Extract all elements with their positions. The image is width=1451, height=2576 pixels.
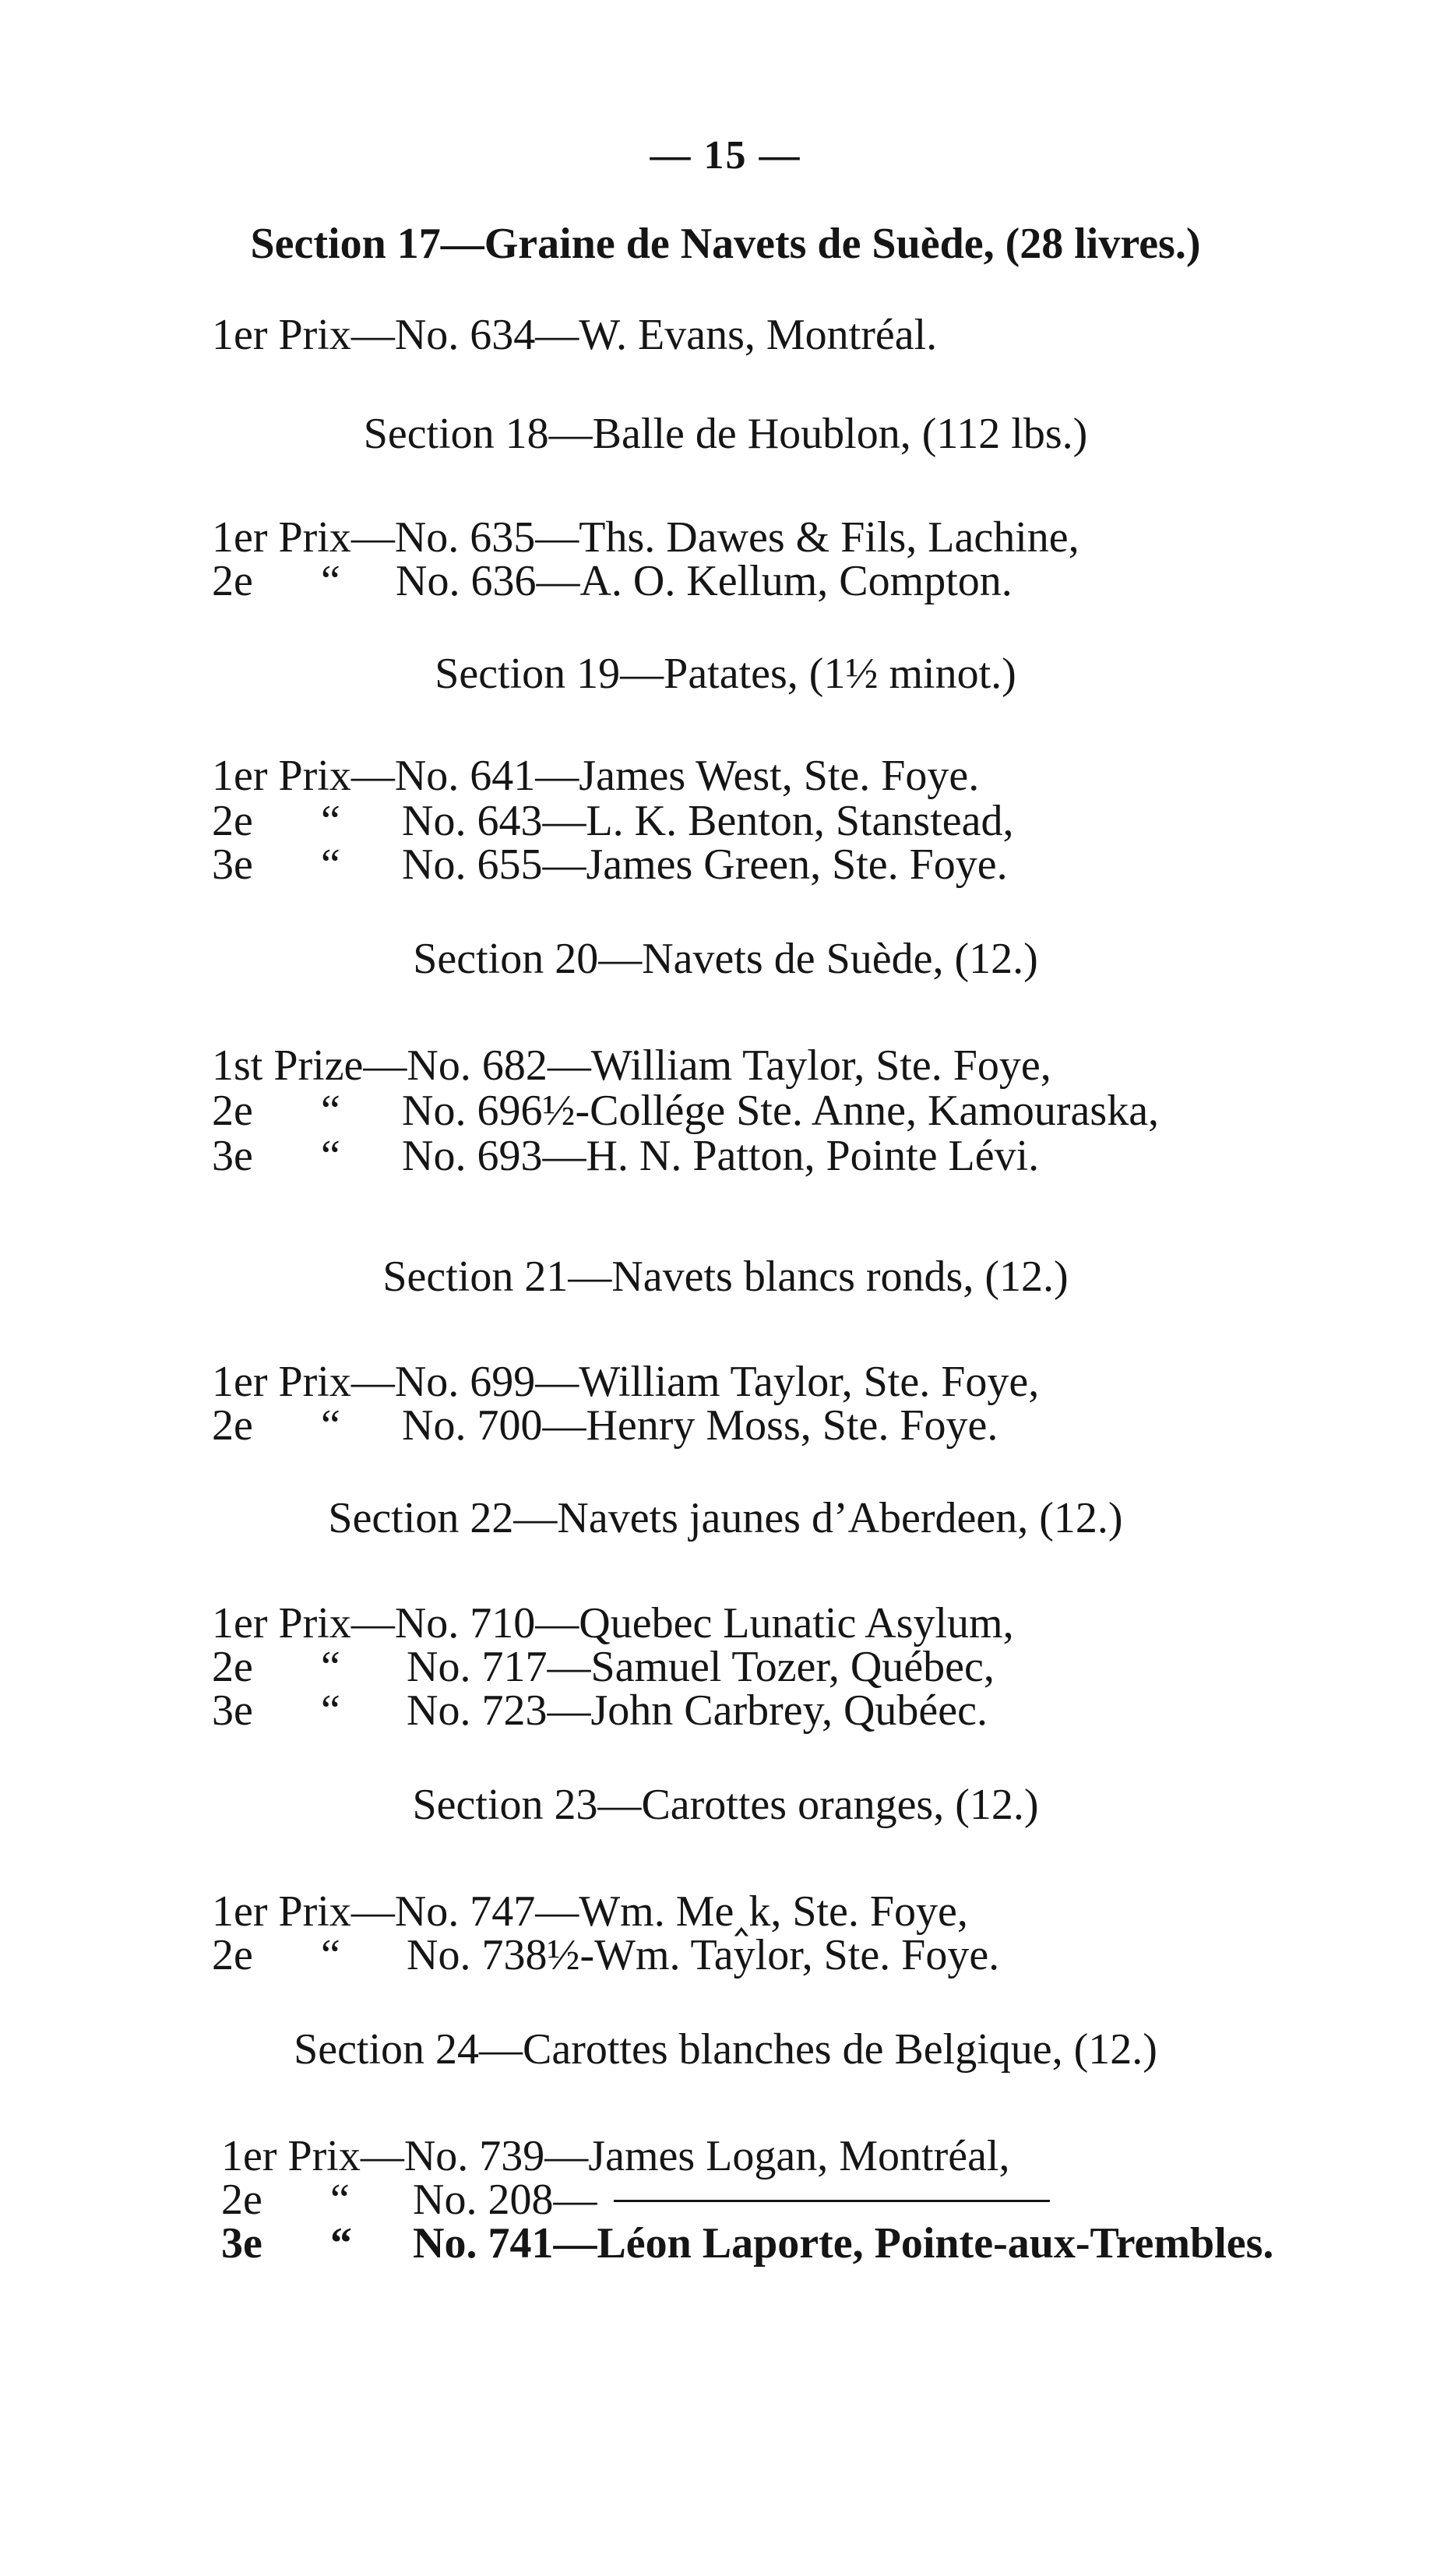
- entry-detail: No. 738½-Wm. Taylor, Ste. Foye.: [407, 1931, 1000, 1979]
- entry-detail: No. 717—Samuel Tozer, Québec,: [407, 1643, 995, 1691]
- entry-detail: No. 700—Henry Moss, Ste. Foye.: [402, 1401, 998, 1450]
- ditto-mark: “: [330, 2219, 352, 2268]
- entry-detail: No. 655—James Green, Ste. Foye.: [402, 840, 1008, 889]
- rank-label: 3e: [212, 840, 253, 889]
- section-24-entry-3: [221, 2217, 1389, 2270]
- entry-text: 1er Prix—No. 641—James West, Ste. Foye.: [212, 752, 980, 800]
- entry-text: 1st Prize—No. 682—William Taylor, Ste. Foye,: [212, 1041, 1051, 1090]
- ditto-mark: “: [330, 2176, 350, 2224]
- section-19-entry-3: [212, 838, 1302, 891]
- entry-detail: No. 643—L. K. Benton, Stanstead,: [402, 797, 1014, 845]
- entry-detail: No. 696½-Collége Ste. Anne, Kamouraska,: [402, 1087, 1160, 1135]
- blank-rule: [614, 2200, 1050, 2202]
- page-number: — 15 —: [650, 133, 801, 178]
- rank-label: 3e: [212, 1686, 253, 1735]
- section-23-title: Section 23—Carottes oranges, (12.): [412, 1781, 1039, 1829]
- ditto-mark: “: [321, 1686, 340, 1735]
- section-17-title: Section 17—Graine de Navets de Suède, (28 livres.): [250, 220, 1201, 268]
- rank-label: 3e: [212, 1132, 253, 1180]
- rank-label: 2e: [212, 1643, 253, 1691]
- rank-label: 3e: [221, 2219, 262, 2268]
- ditto-mark: “: [321, 797, 340, 845]
- section-22-entry-3: [212, 1684, 1302, 1737]
- section-21-title: Section 21—Navets blancs ronds, (12.): [382, 1253, 1069, 1301]
- ditto-mark: “: [321, 840, 340, 889]
- section-18-entry-2: [212, 555, 1302, 608]
- rank-label: 2e: [212, 1087, 253, 1135]
- ditto-mark: “: [321, 557, 340, 605]
- rank-label: 2e: [221, 2176, 262, 2224]
- rank-label: 2e: [212, 1931, 253, 1979]
- entry-detail: No. 636—A. O. Kellum, Compton.: [396, 557, 1013, 605]
- section-18-title: Section 18—Balle de Houblon, (112 lbs.): [363, 410, 1088, 458]
- rank-label: 2e: [212, 557, 253, 605]
- entry-detail-text: No. 208—: [413, 2176, 597, 2224]
- rank-label: 2e: [212, 797, 253, 845]
- entry-text: 1er Prix—No. 699—William Taylor, Ste. Foye,: [212, 1358, 1040, 1406]
- section-24-title: Section 24—Carottes blanches de Belgique, (12.): [294, 2025, 1157, 2074]
- section-20-entry-3: [212, 1129, 1302, 1182]
- ditto-mark: “: [321, 1087, 340, 1135]
- rank-label: 2e: [212, 1401, 253, 1450]
- entry-text: 1er Prix—No. 747—Wm. Me‸k, Ste. Foye,: [212, 1887, 968, 1936]
- ditto-mark: “: [321, 1401, 340, 1450]
- section-19-title: Section 19—Patates, (1½ minot.): [435, 650, 1016, 698]
- entry-text: 1er Prix—No. 710—Quebec Lunatic Asylum,: [212, 1599, 1014, 1647]
- section-22-title: Section 22—Navets jaunes d’Aberdeen, (12.): [328, 1494, 1123, 1542]
- ditto-mark: “: [321, 1132, 340, 1180]
- section-23-entry-2: [212, 1929, 1302, 1982]
- entry-detail: No. 723—John Carbrey, Qubéec.: [407, 1686, 988, 1735]
- section-20-title: Section 20—Navets de Suède, (12.): [413, 935, 1038, 983]
- entry-detail: No. 741—Léon Laporte, Pointe-aux-Trembles.: [413, 2219, 1274, 2268]
- entry-detail: No. 693—H. N. Patton, Pointe Lévi.: [402, 1132, 1040, 1180]
- ditto-mark: “: [321, 1931, 340, 1979]
- entry-text: 1er Prix—No. 739—James Logan, Montréal,: [221, 2132, 1010, 2180]
- section-21-entry-2: [212, 1399, 1302, 1452]
- entry-text: 1er Prix—No. 635—Ths. Dawes & Fils, Lachine,: [212, 513, 1079, 562]
- ditto-mark: “: [321, 1643, 340, 1691]
- entry-text: 1er Prix—No. 634—W. Evans, Montréal.: [212, 311, 938, 359]
